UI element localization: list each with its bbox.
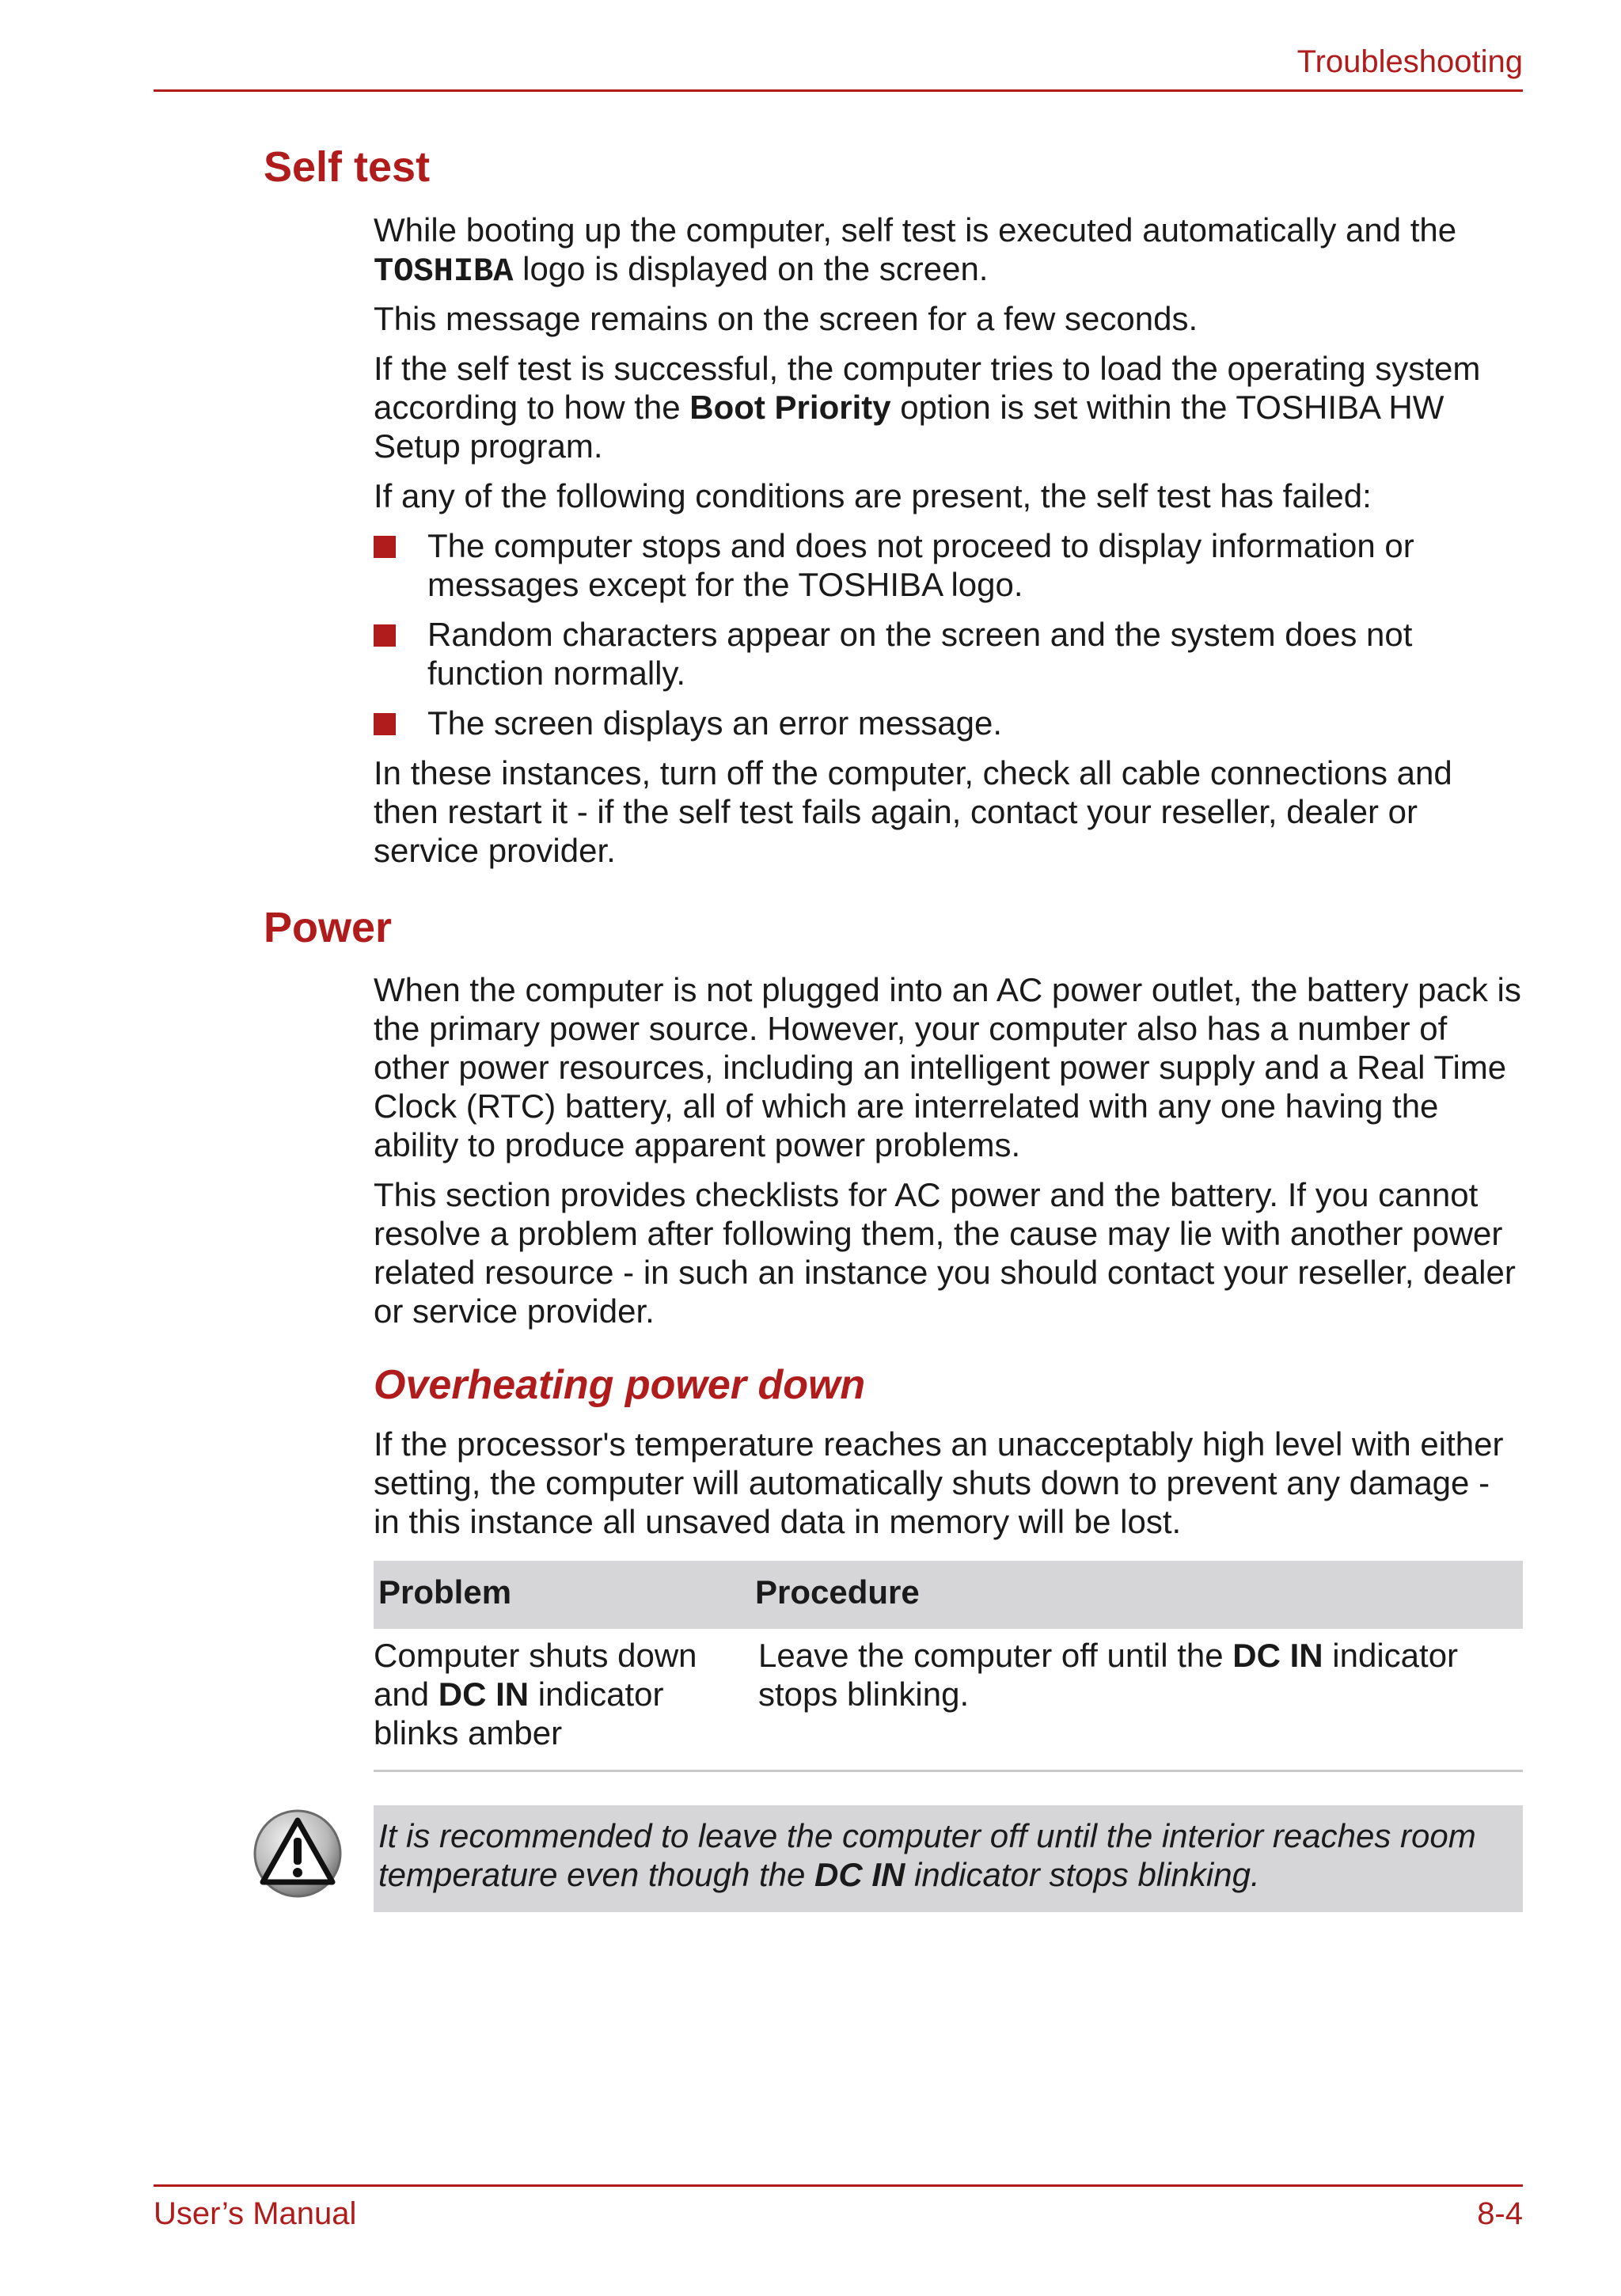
section-heading-power: Power <box>264 904 393 951</box>
table-cell-procedure: Leave the computer off until the DC IN indicator stops blinking. <box>758 1637 1459 1713</box>
page-number: 8-4 <box>1477 2196 1523 2231</box>
bullet-square-icon <box>374 536 396 558</box>
footer-rule <box>154 2184 1523 2187</box>
table-bottom-rule <box>374 1770 1523 1772</box>
bullet-square-icon <box>374 624 396 647</box>
header-rule <box>154 89 1523 92</box>
self-test-paragraph-5: In these instances, turn off the computer, check all cable connections and then restart it - if the self test fails again, contact your reseller, dealer or service provider. <box>374 754 1452 869</box>
warning-note <box>374 1805 1523 1912</box>
table-header-row <box>374 1561 1523 1629</box>
section-heading-self-test: Self test <box>264 143 431 191</box>
list-item: The computer stops and does not proceed to display information or messages except for the TOSHIBA logo. <box>374 526 1523 604</box>
running-header: Troubleshooting <box>1296 44 1523 79</box>
list-item: The screen displays an error message. <box>374 704 1523 742</box>
bullet-square-icon <box>374 713 396 735</box>
self-test-paragraph-2: This message remains on the screen for a few seconds. <box>374 300 1198 337</box>
footer-manual-title: User’s Manual <box>154 2196 357 2231</box>
column-header-problem: Problem <box>378 1573 512 1611</box>
self-test-paragraph-4: If any of the following conditions are present, the self test has failed: <box>374 477 1372 514</box>
toshiba-brand-text: TOSHIBA <box>374 252 514 290</box>
self-test-paragraph-1: While booting up the computer, self test is executed automatically and the TOSHIBA logo is displayed on the screen. <box>374 211 1457 290</box>
column-header-procedure: Procedure <box>755 1573 920 1611</box>
list-item: Random characters appear on the screen and the system does not function normally. <box>374 615 1523 693</box>
power-paragraph-1: When the computer is not plugged into an AC power outlet, the battery pack is the primary power source. However, your computer also has a number of other power resources, including an intelligent power supply and a Real Time Clock (RTC) battery, all of which are interrelated with any one having the ability to produce apparent power problems. <box>374 971 1521 1163</box>
table-cell-problem: Computer shuts down and DC IN indicator blinks amber <box>374 1637 697 1751</box>
warning-note-text: It is recommended to leave the computer off until the interior reaches room temperature even though the DC IN indicator stops blinking. <box>378 1817 1476 1893</box>
overheating-paragraph: If the processor's temperature reaches an unacceptably high level with either setting, the computer will automatically shuts down to prevent any damage - in this instance all unsaved data in memory will be lost. <box>374 1425 1504 1540</box>
self-test-paragraph-3: If the self test is successful, the computer tries to load the operating system according to how the Boot Priority option is set within the TOSHIBA HW Setup program. <box>374 350 1481 465</box>
warning-icon <box>252 1808 344 1899</box>
subsection-heading-overheating: Overheating power down <box>374 1362 866 1408</box>
power-paragraph-2: This section provides checklists for AC power and the battery. If you cannot resolve a problem after following them, the cause may lie with another power related resource - in such an instance you should contact your reseller, dealer or service provider. <box>374 1176 1516 1330</box>
